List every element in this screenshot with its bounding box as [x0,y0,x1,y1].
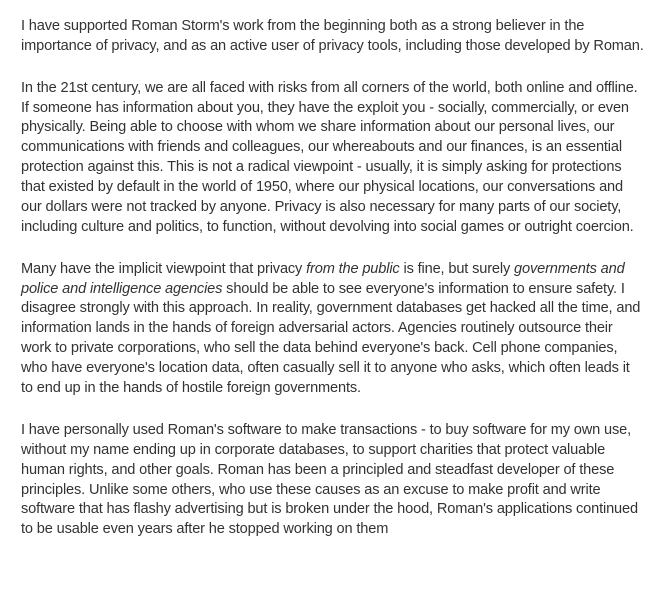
paragraph-2 [21,79,645,238]
paragraph-text: Many have the implicit viewpoint that privacy [21,260,307,277]
paragraph-1 [21,17,645,57]
letter-body [21,17,645,562]
paragraph-text: In the 21st century, we are all faced with risks from all corners of the world, both online and offline. If someone has information about you, they have the exploit you - socially, commercially, or even physically. Being able to choose with whom we share information about our personal lives, our communications with friends and colleagues, our whereabouts and our finances, is an essential protection against this. This is not a radical viewpoint - usually, it is simply asking for protections that existed by default in the world of 1950, where our physical locations, our conversations and our dollars were not tracked by anyone. Privacy is also necessary for many parts of our society, including culture and politics, to function, without devolving into social games or outright coercion. [21,79,638,235]
paragraph-text: is fine, but surely [399,260,515,277]
paragraph-text: should be able to see everyone's information to ensure safety. I disagree strongly with this approach. In reality, government databases get hacked all the time, and information lands in the hands of foreign adversarial actors. Agencies routinely outsource their work to private corporations, who sell the data behind everyone's back. Cell phone companies, who have everyone's location data, often casually sell it to anyone who asks, which often leads it to end up in the hands of hostile foreign governments. [21,280,641,397]
paragraph-text: I have personally used Roman's software to make transactions - to buy software for my own use, without my name ending up in corporate databases, to support charities that protect valuable human rights, and other goals. Roman has been a principled and steadfast developer of these principles. Unlike some others, who use these causes as an excuse to make profit and write software that has flashy advertising but is broken under the hood, Roman's applications continued to be usable even years after he stopped working on them [21,421,638,538]
paragraph-text: I have supported Roman Storm's work from the beginning both as a strong believer in the importance of privacy, and as an active user of privacy tools, including those developed by Roman. [21,18,644,54]
paragraph-3 [21,260,645,399]
paragraph-4 [21,421,645,540]
emphasis-from-the-public: from the public [306,260,400,277]
emphasis-governments: governments and police and intelligence agencies [21,260,625,297]
